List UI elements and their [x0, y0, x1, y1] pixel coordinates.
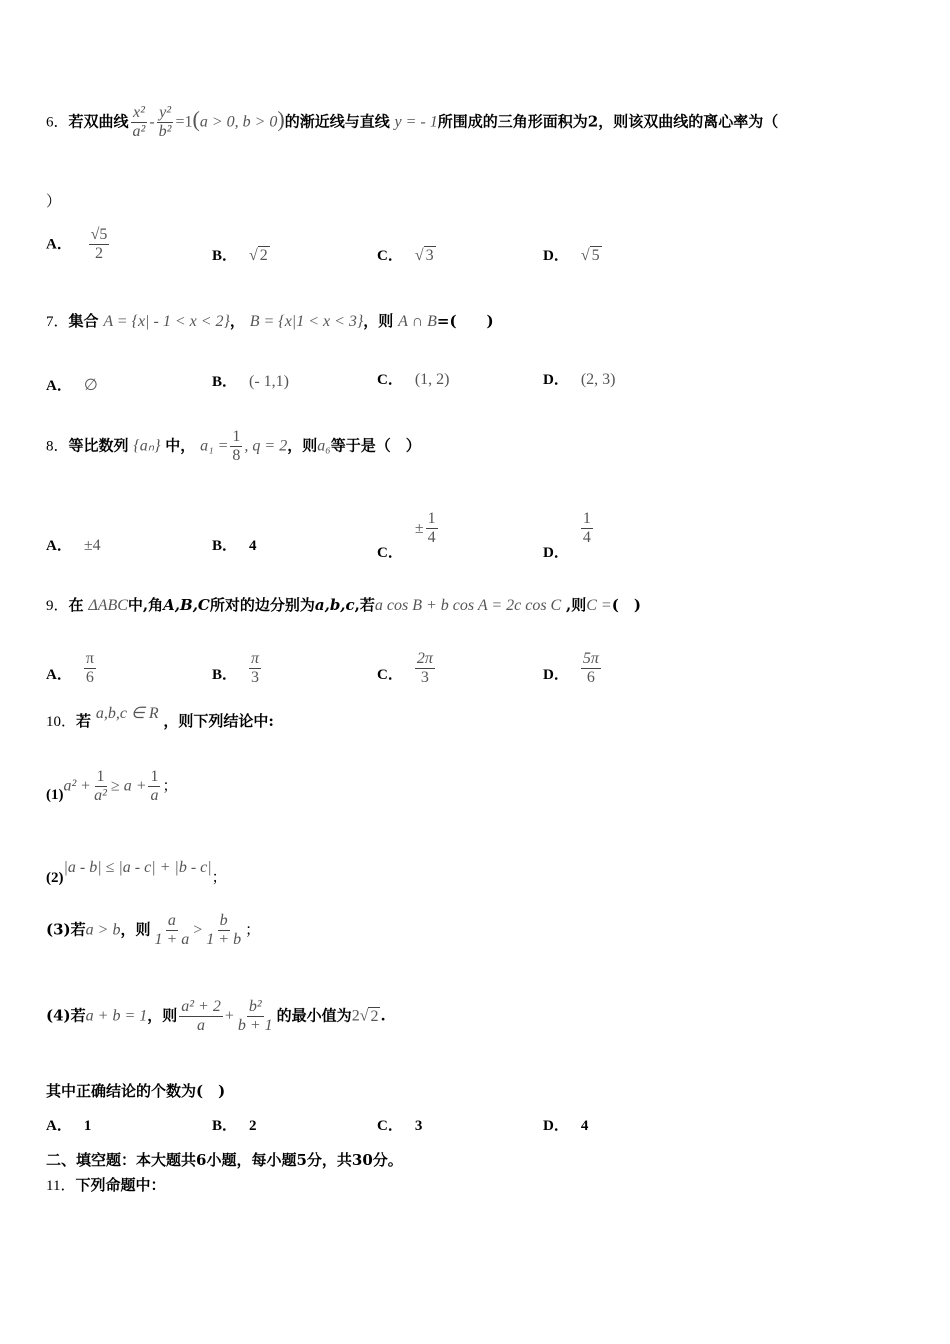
option-c[interactable]: C． 3: [377, 1118, 423, 1134]
question-number: 10．: [46, 714, 77, 730]
condition: a > 0, b > 0: [199, 113, 278, 131]
option-c[interactable]: C． $\frac{2\pi}{3}$: [377, 650, 433, 686]
set-a: A = {x| - 1 < x < 2}: [103, 313, 230, 330]
sequence: {aₙ}: [133, 437, 161, 455]
option-d[interactable]: D． $\frac{1}{4}$: [543, 510, 591, 561]
option-a[interactable]: A． $\frac{\pi}{6}$: [46, 650, 94, 686]
option-d[interactable]: D． $\frac{5\pi}{6}$: [543, 650, 599, 686]
section-heading: 二、填空题：本大题共6小题，每小题5分，共30分。: [46, 1151, 403, 1169]
option-d[interactable]: D． 4: [543, 1118, 589, 1134]
question-number: 11．: [46, 1178, 76, 1194]
intersection: A ∩ B: [398, 313, 437, 330]
question-text: ，则: [363, 312, 394, 330]
ask-c: C =: [586, 597, 612, 614]
question-8: 8．等比数列 {aₙ} 中， a₁ = $\frac{1}{8}$ , q = 2，则a₆等于是（ ）: [46, 428, 421, 464]
question-text: 若双曲线: [68, 112, 129, 131]
question-9: 9．在 ΔABC中,角A,B,C所对的边分别为a,b,c,若a cos B + b cos A = 2c cos C ,则C =( ): [46, 596, 641, 614]
question-text: 中，: [165, 436, 196, 455]
option-a[interactable]: A． 1: [46, 1118, 92, 1134]
line-equation: y = - 1: [394, 113, 438, 131]
question-number: 9．: [46, 598, 69, 614]
question-text: 集合: [68, 312, 99, 330]
option-d[interactable]: D． (2, 3): [543, 371, 616, 388]
option-b[interactable]: B． (- 1,1): [212, 373, 289, 390]
fraction: $\frac{\text{y²}}{\text{b²}}$: [158, 104, 172, 140]
triangle: ΔABC: [88, 597, 128, 614]
question-text: 的渐近线与直线: [284, 112, 390, 131]
question-number: 8．: [46, 438, 69, 455]
option-a[interactable]: A． $\frac{√5}{2}$: [46, 226, 108, 262]
question-11: [46, 1174, 165, 1195]
option-b[interactable]: B． √ 2: [212, 247, 268, 264]
question-number: 7．: [46, 314, 69, 330]
question-7: 7．集合 A = {x| - 1 < x < 2}， B = {x|1 < x < 3}，则 A ∩ B=( ): [46, 312, 494, 330]
question-ask: 其中正确结论的个数为( ): [46, 1082, 226, 1100]
option-c[interactable]: C． √ 3: [377, 247, 434, 264]
option-d[interactable]: D． √ 5: [543, 247, 600, 264]
question-number: 6．: [46, 114, 69, 131]
first-term: a₁ =: [200, 437, 229, 455]
statement-4: (4)若a + b = 1，则 $\frac{\text{a² + 2}}{a}$ + $\frac{\text{b²}}{b + 1}$ 的最小值为2√ 2 .: [46, 998, 386, 1034]
fraction: $\frac{\text{x²}}{\text{a²}}$: [132, 104, 146, 140]
option-a[interactable]: A． ±4: [46, 537, 101, 554]
option-b[interactable]: B． $\frac{\pi}{3}$: [212, 650, 260, 686]
option-a[interactable]: A． ∅: [46, 377, 98, 394]
option-b[interactable]: B． 2: [212, 1118, 257, 1134]
option-c[interactable]: C．± $\frac{1}{4}$: [377, 510, 436, 561]
question-text: 等于是（ ）: [330, 436, 421, 455]
option-b[interactable]: B． 4: [212, 538, 257, 554]
question-6: 6．若双曲线 $\frac{\text{x²}}{\text{a²}}$ - $\frac{\text{y²}}{\text{b²}}$ =1(a > 0, b > 0)的渐近线与直线 y = - 1所围成的三角形面积为2，则该双曲线的离心率为（: [46, 104, 779, 140]
statement-1: (1)a² + $\frac{1}{\text{a²}}$ ≥ a + $\frac{1}{a}$ ；: [46, 768, 178, 804]
question-text: 等比数列: [68, 436, 129, 455]
question-text: 所围成的三角形面积为2，则该双曲线的离心率为（: [437, 112, 779, 131]
ratio: , q = 2: [244, 437, 288, 455]
option-c[interactable]: C． (1, 2): [377, 371, 450, 388]
equation: a cos B + b cos A = 2c cos C: [374, 597, 562, 614]
set-b: B = {x|1 < x < 3}: [249, 313, 364, 330]
condition: a,b,c ∈ R: [95, 705, 159, 722]
sixth-term: a₆: [317, 437, 331, 455]
statement-2: (2)|a - b| ≤ |a - c| + |b - c|；: [46, 859, 227, 886]
close-paren: ）: [46, 192, 62, 210]
minus-sign: -: [149, 113, 155, 131]
equals-one: =1: [175, 113, 193, 131]
question-text: 下列命题中：: [75, 1176, 166, 1194]
question-10: 10．若 a,b,c ∈ R ，则下列结论中:: [46, 705, 274, 730]
question-text: =( ): [436, 312, 494, 330]
statement-3: (3)若a > b，则 $\frac{a}{1 + a}$ > $\frac{b}{1 + b}$ ；: [46, 912, 261, 948]
